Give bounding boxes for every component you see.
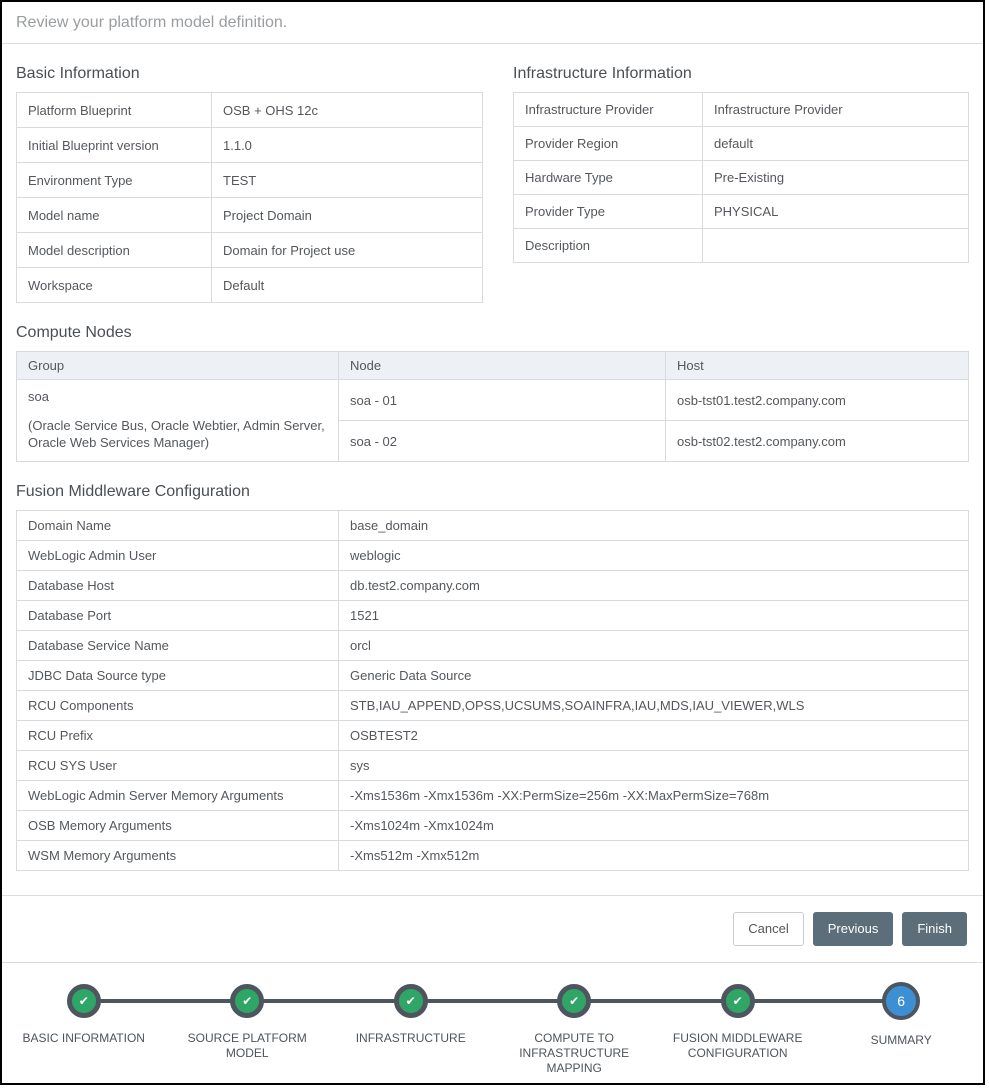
- step-label: SOURCE PLATFORM MODEL: [187, 1031, 307, 1060]
- table-row: [17, 511, 969, 541]
- table-row: [17, 128, 483, 163]
- row-value: Infrastructure Provider: [703, 93, 969, 127]
- row-value: base_domain: [339, 511, 969, 541]
- row-label-database-host: Database Host: [17, 571, 339, 601]
- row-value: TEST: [212, 163, 483, 198]
- table-row: [17, 268, 483, 303]
- row-label-workspace: Workspace: [17, 268, 212, 303]
- table-row: [17, 380, 969, 421]
- row-label-jdbc-data-source-type: JDBC Data Source type: [17, 661, 339, 691]
- stepper-step-source-platform-model: [165, 963, 328, 1083]
- stepper-step-fusion-middleware-configuration: [656, 963, 819, 1083]
- previous-button[interactable]: Previous: [813, 912, 894, 946]
- row-label-rcu-components: RCU Components: [17, 691, 339, 721]
- row-value: 1521: [339, 601, 969, 631]
- review-content: [2, 44, 983, 871]
- row-value: Project Domain: [212, 198, 483, 233]
- table-row: [514, 229, 969, 263]
- row-label-platform-blueprint: Platform Blueprint: [17, 93, 212, 128]
- row-label-model-name: Model name: [17, 198, 212, 233]
- row-value: PHYSICAL: [703, 195, 969, 229]
- dialog-header: [2, 2, 983, 44]
- row-label-description: Description: [514, 229, 703, 263]
- column-header-group: Group: [17, 352, 339, 380]
- row-label-environment-type: Environment Type: [17, 163, 212, 198]
- table-row: [514, 161, 969, 195]
- column-header-host: Host: [666, 352, 969, 380]
- table-row: [17, 163, 483, 198]
- section-title-infrastructure-information: Infrastructure Information: [513, 65, 692, 82]
- stepper-step-infrastructure: [329, 963, 492, 1083]
- basic-information-section: [16, 44, 483, 303]
- row-label-rcu-prefix: RCU Prefix: [17, 721, 339, 751]
- table-row: [17, 541, 969, 571]
- row-value: OSBTEST2: [339, 721, 969, 751]
- button-bar: [2, 896, 983, 962]
- host-cell: osb-tst02.test2.company.com: [666, 421, 969, 462]
- finish-button[interactable]: Finish: [902, 912, 967, 946]
- table-row: [17, 661, 969, 691]
- table-header-row: [17, 352, 969, 380]
- row-label-weblogic-admin-server-memory-arguments: WebLogic Admin Server Memory Arguments: [17, 781, 339, 811]
- row-value: 1.1.0: [212, 128, 483, 163]
- row-label-hardware-type: Hardware Type: [514, 161, 703, 195]
- table-row: [17, 781, 969, 811]
- infrastructure-information-table: [513, 92, 969, 263]
- column-header-node: Node: [339, 352, 666, 380]
- node-cell: soa - 01: [339, 380, 666, 421]
- step-label: INFRASTRUCTURE: [355, 1031, 466, 1045]
- row-value: orcl: [339, 631, 969, 661]
- row-label-provider-region: Provider Region: [514, 127, 703, 161]
- row-label-database-port: Database Port: [17, 601, 339, 631]
- table-row: [17, 601, 969, 631]
- stepper-step-basic-information: [2, 963, 165, 1083]
- row-value: STB,IAU_APPEND,OPSS,UCSUMS,SOAINFRA,IAU,MDS,IAU_VIEWER,WLS: [339, 691, 969, 721]
- top-tables-row: [16, 44, 969, 303]
- step-label: COMPUTE TO INFRASTRUCTURE MAPPING: [519, 1031, 630, 1075]
- row-value: weblogic: [339, 541, 969, 571]
- step-label: FUSION MIDDLEWARE CONFIGURATION: [672, 1031, 803, 1060]
- node-cell: soa - 02: [339, 421, 666, 462]
- step-label: BASIC INFORMATION: [22, 1031, 145, 1045]
- infrastructure-information-section: [513, 44, 969, 263]
- row-value: -Xms1024m -Xmx1024m: [339, 811, 969, 841]
- row-value: Default: [212, 268, 483, 303]
- fusion-middleware-configuration-table: [16, 510, 969, 871]
- row-value: Pre-Existing: [703, 161, 969, 195]
- row-label-wsm-memory-arguments: WSM Memory Arguments: [17, 841, 339, 871]
- table-row: [17, 93, 483, 128]
- check-icon: ✔: [78, 994, 89, 1008]
- row-value: Domain for Project use: [212, 233, 483, 268]
- row-value: Generic Data Source: [339, 661, 969, 691]
- row-label-provider-type: Provider Type: [514, 195, 703, 229]
- table-row: [514, 127, 969, 161]
- group-description: (Oracle Service Bus, Oracle Webtier, Admin Server, Oracle Web Services Manager): [28, 418, 325, 450]
- dialog-footer: [2, 895, 983, 1083]
- row-label-osb-memory-arguments: OSB Memory Arguments: [17, 811, 339, 841]
- row-label-infrastructure-provider: Infrastructure Provider: [514, 93, 703, 127]
- cancel-button[interactable]: Cancel: [733, 912, 803, 946]
- row-value: sys: [339, 751, 969, 781]
- row-label-initial-blueprint-version: Initial Blueprint version: [17, 128, 212, 163]
- table-row: [17, 841, 969, 871]
- step-circle-complete[interactable]: [721, 984, 755, 1018]
- wizard-stepper: [2, 963, 983, 1083]
- stepper-step-compute-to-infrastructure-mapping: [492, 963, 655, 1083]
- table-row: [17, 721, 969, 751]
- row-value: db.test2.company.com: [339, 571, 969, 601]
- step-circle-complete[interactable]: [394, 984, 428, 1018]
- step-circle-complete[interactable]: [67, 984, 101, 1018]
- group-cell: [17, 380, 339, 462]
- step-circle-complete[interactable]: [557, 984, 591, 1018]
- section-title-fusion-middleware-configuration: Fusion Middleware Configuration: [16, 483, 250, 500]
- row-label-weblogic-admin-user: WebLogic Admin User: [17, 541, 339, 571]
- step-number: 6: [897, 993, 906, 1009]
- page-title: Review your platform model definition.: [16, 13, 288, 31]
- section-title-basic-information: Basic Information: [16, 65, 140, 82]
- table-row: [17, 691, 969, 721]
- section-title-compute-nodes: Compute Nodes: [16, 324, 132, 341]
- group-name: soa: [28, 389, 49, 404]
- table-row: [17, 811, 969, 841]
- table-row: [17, 751, 969, 781]
- stepper-step-summary: [819, 963, 982, 1083]
- table-row: [17, 233, 483, 268]
- check-icon: ✔: [405, 994, 416, 1008]
- row-value: -Xms512m -Xmx512m: [339, 841, 969, 871]
- table-row: [17, 198, 483, 233]
- row-value: -Xms1536m -Xmx1536m -XX:PermSize=256m -XX:MaxPermSize=768m: [339, 781, 969, 811]
- table-row: [514, 93, 969, 127]
- basic-information-table: [16, 92, 483, 303]
- table-row: [17, 631, 969, 661]
- row-label-rcu-sys-user: RCU SYS User: [17, 751, 339, 781]
- check-icon: ✔: [569, 994, 580, 1008]
- row-value: default: [703, 127, 969, 161]
- compute-nodes-table: [16, 351, 969, 462]
- row-label-domain-name: Domain Name: [17, 511, 339, 541]
- check-icon: ✔: [242, 994, 253, 1008]
- row-label-database-service-name: Database Service Name: [17, 631, 339, 661]
- step-circle-complete[interactable]: [230, 984, 264, 1018]
- host-cell: osb-tst01.test2.company.com: [666, 380, 969, 421]
- row-value: [703, 229, 969, 263]
- row-value: OSB + OHS 12c: [212, 93, 483, 128]
- row-label-model-description: Model description: [17, 233, 212, 268]
- step-label: SUMMARY: [870, 1033, 932, 1047]
- check-icon: ✔: [732, 994, 743, 1008]
- step-circle-active[interactable]: [882, 982, 920, 1020]
- table-row: [17, 571, 969, 601]
- table-row: [514, 195, 969, 229]
